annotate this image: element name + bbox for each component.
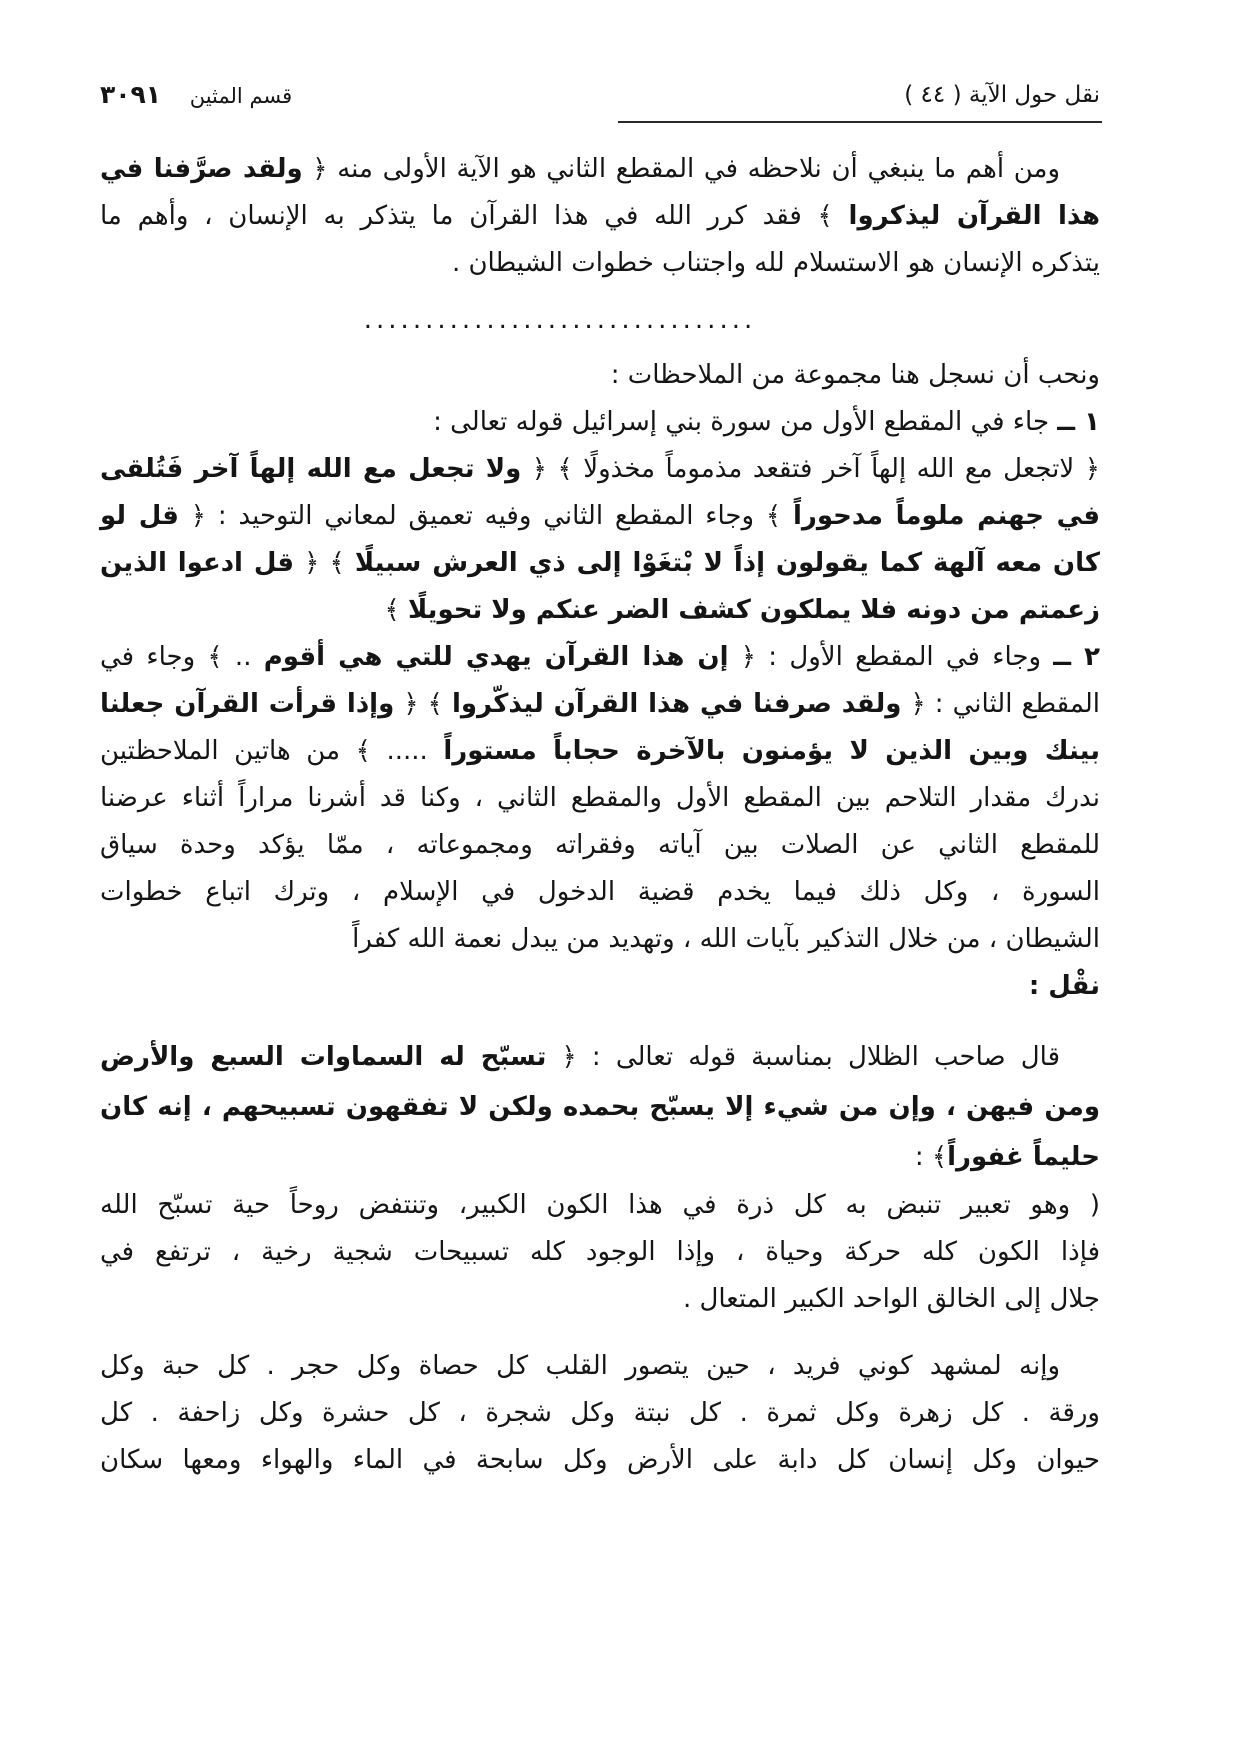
note-1-lead <box>100 399 1100 446</box>
text-line <box>100 1390 1100 1437</box>
text-line <box>100 1032 1100 1082</box>
text-line <box>100 493 1100 540</box>
page-folio <box>100 78 292 113</box>
text-line <box>100 775 1100 822</box>
body-text: للمقطع الثاني عن الصلات بين آياته وفقراته ومجموعاته ، ممّا يؤكد وحدة سياق <box>100 830 1100 860</box>
page-number: ٣٠٩١ <box>100 80 162 109</box>
text-line <box>100 193 1100 240</box>
intro-paragraph <box>100 146 1100 287</box>
body-text: فإذا الكون كله حركة وحياة ، وإذا الوجود كله تسبيحات شجية رخية ، ترتفع في <box>100 1237 1100 1267</box>
body-text: جاء في المقطع الأول من سورة بني إسرائيل قوله تعالى : <box>433 407 1058 437</box>
text-line <box>100 916 1100 963</box>
emphasized-text: ٢ ــ <box>1053 642 1101 672</box>
body-text: ﴾ وجاء المقطع الثاني وفيه تعميق لمعاني التوحيد : ﴿ <box>178 501 793 531</box>
emphasized-text: ولقد صرَّفنا في <box>100 154 303 184</box>
body-text: وإنه لمشهد كوني فريد ، حين يتصور القلب كل حصاة وكل حجر . كل حبة وكل <box>100 1351 1060 1381</box>
body-text: ﴾ فقد كرر الله في هذا القرآن ما يتذكر به الإنسان ، وأهم ما <box>100 201 849 231</box>
emphasized-text: ١ ــ <box>1057 407 1100 437</box>
text-line <box>100 352 1100 399</box>
quoted-passage-1 <box>100 1182 1100 1323</box>
text-line <box>100 1132 1100 1182</box>
body-text: يتذكره الإنسان هو الاستسلام لله واجتناب خطوات الشيطان . <box>451 248 1100 278</box>
body-text: ..... ﴾ من هاتين الملاحظتين <box>100 736 444 766</box>
emphasized-text: إن هذا القرآن يهدي للتي هي أقوم <box>263 642 729 672</box>
quote-intro-paragraph <box>100 1032 1100 1182</box>
text-line <box>100 728 1100 775</box>
text-line <box>100 1229 1100 1276</box>
text-line <box>100 1343 1100 1390</box>
note-1-body <box>100 446 1100 634</box>
body-text: ﴾ : <box>914 1142 948 1172</box>
text-line <box>100 399 1100 446</box>
emphasized-text: في جهنم ملوماً مدحوراً <box>792 501 1101 531</box>
text-line <box>100 1182 1100 1229</box>
emphasized-text: ومن فيهن ، وإن من شيء إلا يسبّح بحمده ولكن لا تفقهون تسبيحهم ، إنه كان <box>100 1092 1100 1122</box>
emphasized-text: كان معه آلهة كما يقولون إذاً لا بْتغَوْا إلى ذي العرش سبيلًا <box>354 548 1100 578</box>
body-text: حيوان وكل إنسان كل دابة على الأرض وكل سابحة في الماء والهواء ومعها سكان <box>100 1445 1100 1475</box>
body-text: ﴾ ﴿ <box>294 548 355 578</box>
emphasized-text: تسبّح له السماوات السبع والأرض <box>100 1042 547 1072</box>
text-line <box>100 1276 1100 1323</box>
emphasized-text: زعمتم من دونه فلا يملكون كشف الضر عنكم ولا تحويلًا <box>407 595 1100 625</box>
body-text: جلال إلى الخالق الواحد الكبير المتعال . <box>682 1284 1100 1314</box>
body-text: الشيطان ، من خلال التذكير بآيات الله ، وتهديد من يبدل نعمة الله كفراً <box>352 924 1100 954</box>
note-2-paragraph <box>100 634 1100 963</box>
emphasized-text: وإذا قرأت القرآن جعلنا <box>100 689 395 719</box>
text-line <box>100 822 1100 869</box>
body-text: ﴾ <box>384 595 408 625</box>
quoted-passage-2 <box>100 1343 1100 1484</box>
body-text: .. ﴾ وجاء في <box>100 642 264 672</box>
emphasized-text: ولقد صرفنا في هذا القرآن ليذكّروا <box>451 689 902 719</box>
quote-heading: نقْل : <box>1028 971 1100 1001</box>
text-line <box>100 446 1100 493</box>
body-text: قال صاحب الظلال بمناسبة قوله تعالى : ﴿ <box>546 1042 1060 1072</box>
text-line <box>100 587 1100 634</box>
body-text: السورة ، وكل ذلك فيما يخدم قضية الدخول في الإسلام ، وترك اتباع خطوات <box>100 877 1100 907</box>
body-text: ﴾ ﴿ <box>394 689 452 719</box>
body-text: ( وهو تعبير تنبض به كل ذرة في هذا الكون الكبير، وتنتفض روحاً حية تسبّح الله <box>100 1190 1100 1220</box>
body-text: ومن أهم ما ينبغي أن نلاحظه في المقطع الثاني هو الآية الأولى منه ﴿ <box>302 154 1060 184</box>
emphasized-text: ولا تجعل مع الله إلهاً آخر فَتُلقى <box>100 454 522 484</box>
body-text: ونحب أن نسجل هنا مجموعة من الملاحظات : <box>610 360 1100 390</box>
part-name: قسم المثين <box>189 84 293 108</box>
section-title: نقل حول الآية ( ٤٤ ) <box>904 82 1100 108</box>
notes-lead-paragraph <box>100 352 1100 399</box>
text-line <box>100 869 1100 916</box>
body-text: المقطع الثاني : ﴿ <box>901 689 1101 719</box>
text-line <box>100 146 1100 193</box>
text-line <box>100 681 1100 728</box>
emphasized-text: قل لو <box>100 501 179 531</box>
body-text: ﴿ لاتجعل مع الله إلهاً آخر فتقعد مذموماً مخذولًا ﴾ ﴿ <box>521 454 1100 484</box>
body-text: وجاء في المقطع الأول : ﴿ <box>728 642 1054 672</box>
emphasized-text: قل ادعوا الذين <box>100 548 295 578</box>
emphasized-text: هذا القرآن ليذكروا <box>848 201 1100 231</box>
text-line <box>100 1437 1100 1484</box>
text-line <box>100 1082 1100 1132</box>
emphasized-text: بينك وبين الذين لا يؤمنون بالآخرة حجاباً مستوراً <box>443 736 1100 766</box>
header-rule <box>618 121 1102 123</box>
text-line <box>100 634 1100 681</box>
emphasized-text: حليماً غفوراً <box>947 1142 1100 1172</box>
body-text: ندرك مقدار التلاحم بين المقطع الأول والمقطع الثاني ، وكنا قد أشرنا مراراً أثناء عرضنا <box>100 783 1100 813</box>
dotted-separator: ................................ <box>363 305 757 335</box>
text-line <box>100 240 1100 287</box>
page-text <box>100 146 1100 1484</box>
body-text: ورقة . كل زهرة وكل ثمرة . كل نبتة وكل شجرة ، كل حشرة وكل زاحفة . كل <box>100 1398 1100 1428</box>
text-line <box>100 540 1100 587</box>
